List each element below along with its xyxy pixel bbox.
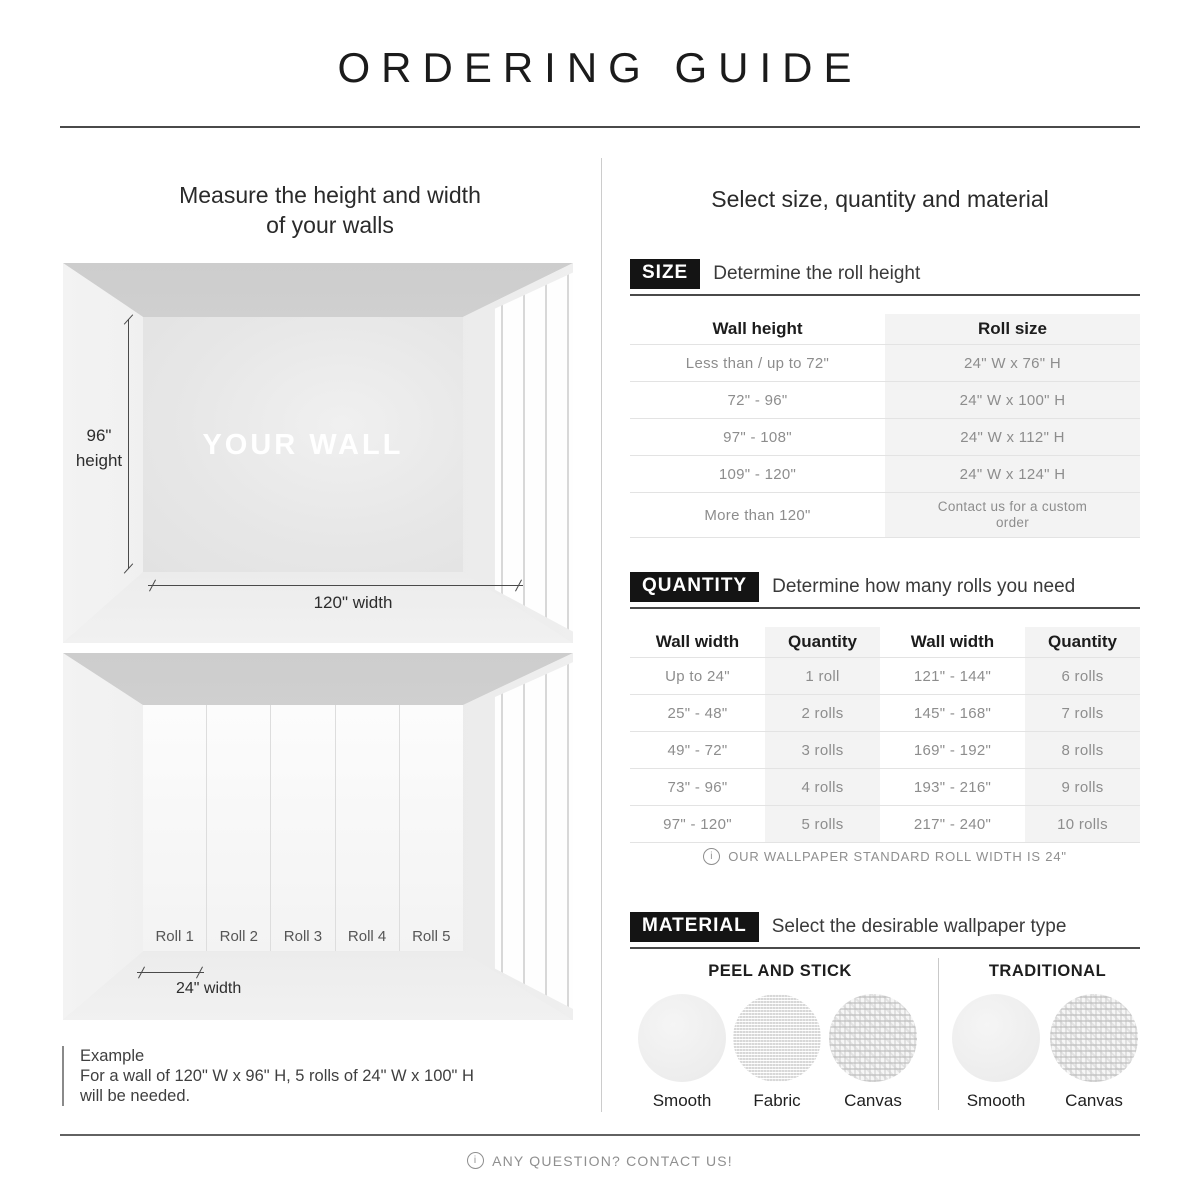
- table-row: [630, 344, 1140, 381]
- table-row: [630, 492, 1140, 538]
- swatch-peel-fabric: [732, 994, 822, 1111]
- quantity-badge: QUANTITY: [630, 572, 759, 602]
- info-icon: i: [467, 1152, 484, 1169]
- roll-panel: [335, 705, 399, 951]
- height-word: height: [75, 451, 123, 470]
- table-cell: 145" - 168": [913, 704, 992, 722]
- smooth-texture-swatch: [952, 994, 1040, 1082]
- table-cell: Less than / up to 72": [685, 354, 830, 372]
- your-wall-label: YOUR WALL: [202, 429, 404, 462]
- table-cell: [885, 493, 1140, 537]
- roll-panel: [206, 705, 270, 951]
- table-cell: 97" - 108": [723, 428, 792, 446]
- table-cell: 8 rolls: [1025, 732, 1140, 768]
- quantity-table: [630, 627, 1140, 843]
- table-row: [630, 657, 1140, 694]
- roll-panel: [399, 705, 463, 951]
- smooth-texture-swatch: [638, 994, 726, 1082]
- table-cell: 121" - 144": [913, 667, 992, 685]
- example-title: Example: [80, 1047, 145, 1065]
- table-cell: 1 roll: [765, 658, 880, 694]
- table-header: Wall width: [910, 632, 995, 651]
- swatch-label: Smooth: [652, 1091, 712, 1110]
- peel-and-stick-label: PEEL AND STICK: [708, 962, 852, 980]
- table-cell: 10 rolls: [1025, 806, 1140, 842]
- table-cell: 24" W x 76" H: [885, 345, 1140, 381]
- contact-us-text[interactable]: ANY QUESTION? CONTACT US!: [492, 1152, 733, 1169]
- swatch-peel-canvas: [828, 994, 918, 1111]
- table-cell: 7 rolls: [1025, 695, 1140, 731]
- wallpaper-roll-panels: [143, 705, 463, 951]
- quantity-section-header: [630, 572, 1140, 609]
- right-section-heading: Select size, quantity and material: [711, 186, 1049, 212]
- swatch-traditional-canvas: [1049, 994, 1139, 1111]
- size-table: [630, 314, 1140, 538]
- width-dimension-line: [148, 585, 523, 586]
- swatch-label: Canvas: [1065, 1091, 1123, 1110]
- example-line-1: For a wall of 120" W x 96" H, 5 rolls of 24" W x 100" H: [80, 1067, 474, 1085]
- traditional-label: TRADITIONAL: [988, 962, 1107, 980]
- swatch-peel-smooth: [637, 994, 727, 1111]
- table-cell: 49" - 72": [667, 741, 728, 759]
- table-cell: 109" - 120": [718, 465, 797, 483]
- canvas-texture-swatch: [829, 994, 917, 1082]
- roll-label: Roll 1: [155, 928, 194, 946]
- roll-label: Roll 5: [412, 928, 451, 946]
- material-badge: MATERIAL: [630, 912, 759, 942]
- heading-line-2: of your walls: [266, 212, 394, 238]
- table-cell: 193" - 216": [913, 778, 992, 796]
- table-cell: 24" W x 100" H: [885, 382, 1140, 418]
- table-header: Quantity: [765, 627, 880, 657]
- table-cell: 6 rolls: [1025, 658, 1140, 694]
- page-title: ORDERING GUIDE: [337, 44, 863, 91]
- canvas-texture-swatch: [1050, 994, 1138, 1082]
- material-section-header: [630, 912, 1140, 949]
- width-dimension-label: 120" width: [313, 593, 393, 612]
- size-badge: SIZE: [630, 259, 700, 289]
- table-cell: 169" - 192": [913, 741, 992, 759]
- table-header: Wall height: [712, 319, 803, 338]
- table-cell: 25" - 48": [667, 704, 728, 722]
- swatch-label: Canvas: [844, 1091, 902, 1110]
- table-cell: 73" - 96": [667, 778, 728, 796]
- table-cell: 72" - 96": [727, 391, 788, 409]
- roll-width-dimension-line: [137, 972, 204, 973]
- table-cell: 2 rolls: [765, 695, 880, 731]
- roll-panel: [270, 705, 334, 951]
- table-header: Wall width: [655, 632, 740, 651]
- table-header-row: [630, 627, 1140, 657]
- table-header-row: [630, 314, 1140, 344]
- table-row: [630, 381, 1140, 418]
- swatch-traditional-smooth: [951, 994, 1041, 1111]
- quantity-subtitle: Determine how many rolls you need: [772, 576, 1076, 597]
- contact-us-cell: Contact us for a custom order: [937, 499, 1088, 530]
- contact-us-footer[interactable]: [0, 1152, 1200, 1169]
- size-section-header: [630, 259, 1140, 296]
- swatch-label: Fabric: [753, 1091, 801, 1110]
- example-line-2: will be needed.: [80, 1087, 191, 1105]
- room-illustration-rolls: [63, 653, 573, 1020]
- roll-label: Roll 2: [219, 928, 258, 946]
- table-row: [630, 805, 1140, 843]
- height-dimension-label: [65, 423, 133, 473]
- info-icon: i: [703, 848, 720, 865]
- height-value: 96": [86, 426, 112, 445]
- table-row: [630, 455, 1140, 492]
- table-row: [630, 694, 1140, 731]
- column-divider-line: [601, 158, 602, 1112]
- table-cell: 24" W x 112" H: [885, 419, 1140, 455]
- table-header: Quantity: [1025, 627, 1140, 657]
- left-section-heading: [60, 180, 600, 240]
- table-cell: 5 rolls: [765, 806, 880, 842]
- table-row: [630, 418, 1140, 455]
- table-cell: More than 120": [704, 506, 811, 524]
- roll-width-dimension-label: 24" width: [176, 980, 242, 997]
- table-cell: 24" W x 124" H: [885, 456, 1140, 492]
- table-cell: 217" - 240": [913, 815, 992, 833]
- room-illustration-your-wall: [63, 263, 573, 643]
- material-subtitle: Select the desirable wallpaper type: [771, 916, 1067, 937]
- table-cell: 3 rolls: [765, 732, 880, 768]
- table-row: [630, 768, 1140, 805]
- heading-line-1: Measure the height and width: [179, 182, 481, 208]
- size-subtitle: Determine the roll height: [713, 263, 921, 284]
- material-group-divider: [938, 958, 939, 1110]
- example-note: [62, 1046, 610, 1106]
- roll-label: Roll 4: [347, 928, 387, 946]
- table-cell: Up to 24": [665, 667, 730, 685]
- top-divider-line: [60, 126, 1140, 128]
- table-cell: 9 rolls: [1025, 769, 1140, 805]
- table-cell: 97" - 120": [663, 815, 732, 833]
- bottom-divider-line: [60, 1134, 1140, 1136]
- table-row: [630, 731, 1140, 768]
- roll-panel: [143, 705, 206, 951]
- swatch-label: Smooth: [966, 1091, 1026, 1110]
- roll-width-note: [630, 848, 1140, 865]
- roll-width-note-text: OUR WALLPAPER STANDARD ROLL WIDTH IS 24": [728, 849, 1067, 864]
- roll-label: Roll 3: [283, 928, 323, 946]
- back-wall: [143, 317, 463, 572]
- table-cell: 4 rolls: [765, 769, 880, 805]
- table-header: Roll size: [885, 314, 1140, 344]
- fabric-texture-swatch: [733, 994, 821, 1082]
